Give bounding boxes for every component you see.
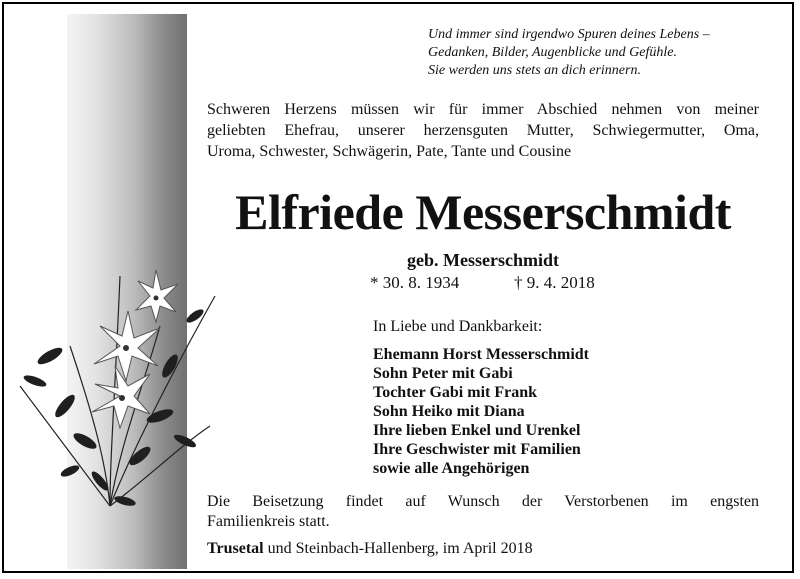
closing-place: Trusetal — [207, 540, 264, 557]
mourner-item: Ihre Geschwister mit Familien — [373, 441, 581, 458]
mourner-item: Ihre lieben Enkel und Urenkel — [373, 422, 581, 439]
intro-line: Schweren Herzens müssen wir für immer Abschied nehmen von meiner — [207, 101, 759, 118]
mourner-item: Tochter Gabi mit Frank — [373, 384, 538, 401]
mourner-item: Sohn Heiko mit Diana — [373, 403, 525, 420]
poem-line: Gedanken, Bilder, Augenblicke und Gefühle. — [428, 45, 677, 60]
burial-line: Familienkreis statt. — [207, 513, 330, 530]
poem-line: Sie werden uns stets an dich erinnern. — [428, 63, 641, 78]
mourner-item: Sohn Peter mit Gabi — [373, 365, 513, 382]
poem-line: Und immer sind irgendwo Spuren deines Lebens – — [428, 27, 710, 42]
poem — [428, 26, 768, 80]
intro-text — [207, 99, 759, 162]
death-date: † 9. 4. 2018 — [514, 273, 595, 292]
birth-date: * 30. 8. 1934 — [370, 273, 460, 292]
lily-bouquet-icon — [10, 256, 220, 516]
closing-rest: und Steinbach-Hallenberg, im April 2018 — [263, 540, 533, 557]
intro-line: geliebten Ehefrau, unserer herzensguten Mutter, Schwiegermutter, Oma, — [207, 122, 759, 139]
mourner-item: Ehemann Horst Messerschmidt — [373, 346, 589, 363]
intro-line: Uroma, Schwester, Schwägerin, Pate, Tante und Cousine — [207, 143, 572, 160]
maiden-name: geb. Messerschmidt — [407, 250, 559, 270]
mourner-item: sowie alle Angehörigen — [373, 460, 530, 477]
thanks-line: In Liebe und Dankbarkeit: — [373, 318, 543, 335]
burial-note — [207, 492, 759, 532]
mourners-list — [373, 345, 589, 478]
obituary-notice — [2, 2, 794, 573]
closing-line — [207, 539, 533, 559]
burial-line: Die Beisetzung findet auf Wunsch der Verstorbenen im engsten — [207, 493, 759, 510]
deceased-name: Elfriede Messerschmidt — [235, 184, 731, 240]
